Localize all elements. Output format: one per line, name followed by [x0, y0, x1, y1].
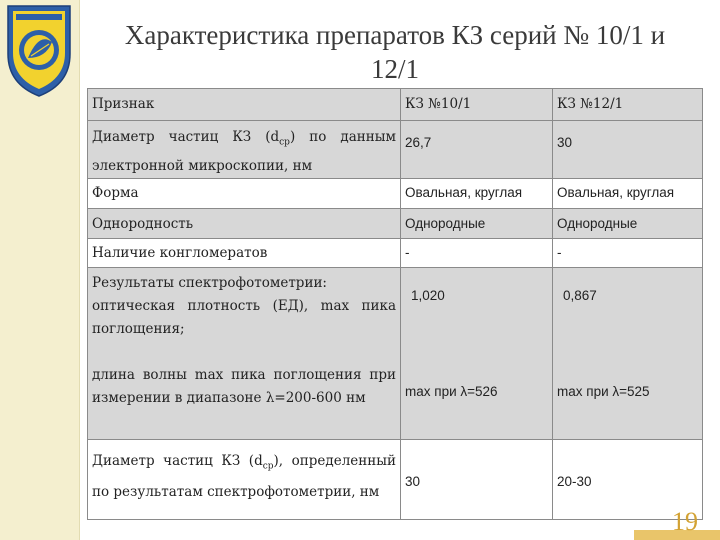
row6-value-10-1: 30: [401, 439, 553, 519]
row5-value-12-1-cell: [553, 267, 703, 439]
row5-label-line2: оптическая плотность (ЕД), max пика: [92, 297, 396, 314]
title-line-1: Характеристика препаратов КЗ серий № 10/1 и: [124, 20, 666, 50]
row5-optical-density-12-1: 0,867: [563, 287, 597, 303]
row2-value-10-1: Овальная, круглая: [401, 178, 553, 208]
row5-value-10-1-cell: [401, 267, 553, 439]
row3-value-10-1: Однородные: [401, 208, 553, 238]
row4-label: Наличие конгломератов: [88, 238, 401, 267]
row6-value-12-1: 20-30: [553, 439, 703, 519]
row1-label-line1: Диаметр частиц КЗ $(d_{ср})$ по данным: [92, 129, 396, 148]
row1-label-cell: [88, 121, 401, 179]
header-cell-feature: Признак: [88, 89, 401, 121]
row1-label-line2: электронной микроскопии, нм: [92, 157, 313, 174]
row5-label-cell: [88, 267, 401, 439]
table-row: [88, 208, 703, 238]
row2-value-12-1: Овальная, круглая: [553, 178, 703, 208]
row3-label: Однородность: [88, 208, 401, 238]
row3-value-12-1: Однородные: [553, 208, 703, 238]
row5-label-line5: измерении в диапазоне λ=200-600 нм: [92, 389, 366, 406]
table-row: [88, 178, 703, 208]
slide-title: [90, 18, 700, 86]
row5-optical-density-10-1: 1,020: [411, 287, 445, 303]
row6-label-line2: по результатам спектрофотометрии, нм: [92, 484, 380, 501]
row5-label-line3: поглощения;: [92, 320, 185, 337]
row1-value-10-1: 26,7: [401, 121, 553, 179]
header-cell-kz-10-1: КЗ №10/1: [401, 89, 553, 121]
page-number: 19: [672, 507, 698, 536]
table-header-row: [88, 89, 703, 121]
row4-value-12-1: -: [553, 238, 703, 267]
row1-value-12-1: 30: [553, 121, 703, 179]
row2-label: Форма: [88, 178, 401, 208]
row4-value-10-1: -: [401, 238, 553, 267]
table-row: [88, 121, 703, 179]
row5-wavelength-10-1: max при λ=526: [405, 383, 498, 399]
row6-label-cell: [88, 439, 401, 519]
table-row: [88, 267, 703, 439]
left-band-divider: [79, 0, 80, 540]
row6-label-line1: Диаметр частиц КЗ $(d_{ср})$, определенный: [92, 452, 396, 472]
table-row: [88, 238, 703, 267]
characteristics-table: [87, 88, 703, 520]
university-logo-icon: [2, 2, 76, 98]
row5-label-line4: длина волны max пика поглощения при: [92, 366, 396, 383]
row5-wavelength-12-1: max при λ=525: [557, 383, 650, 399]
row5-label-line1: Результаты спектрофотометрии:: [92, 274, 327, 291]
table-row: [88, 439, 703, 519]
header-cell-kz-12-1: КЗ №12/1: [553, 89, 703, 121]
title-line-2: 12/1: [370, 54, 419, 84]
row5-label-spacer: [92, 341, 396, 364]
